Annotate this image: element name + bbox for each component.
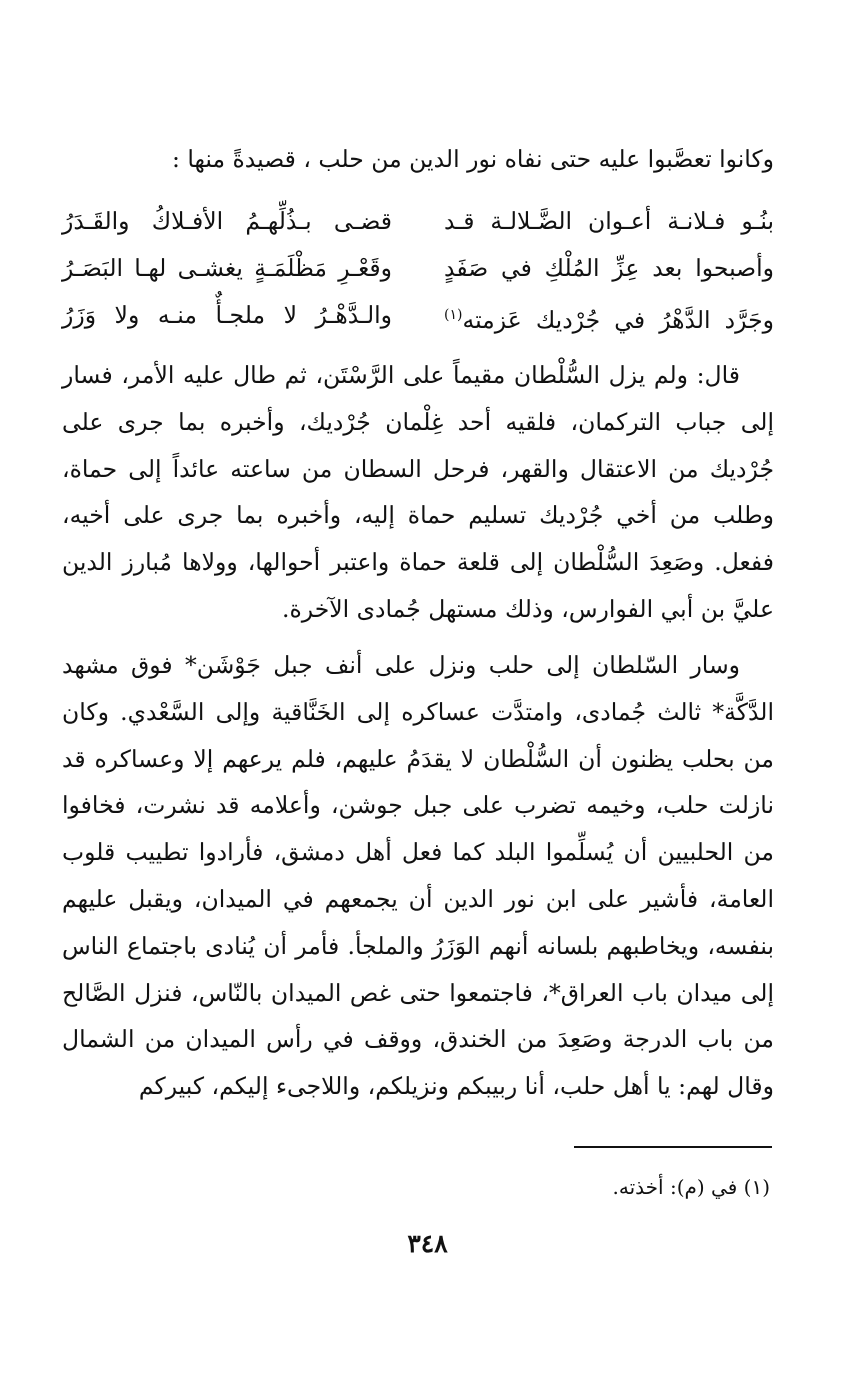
poem bbox=[62, 198, 774, 339]
first-hemistich: وأصبحوا بعد عِزِّ المُلْكِ في صَفَدٍ bbox=[444, 254, 774, 282]
intro-line: وكانوا تعصَّبوا عليه حتى نفاه نور الدين من حلب ، قصيدةً منها : bbox=[171, 145, 774, 173]
poem-verse bbox=[62, 245, 774, 292]
body-paragraph: وسار السّلطان إلى حلب ونزل على أنف جبل جَوْشَن* فوق مشهد الدَّكَّة* ثالث جُمادى، وامتدَّت عساكره إلى الخَنَّاقية وإلى السَّعْدي. وكان من بحلب يظنون أن السُّلْطان لا يقدَمُ عليهم، فلم يرعهم إلا وعساكره قد نازلت حلب، وخيمه تضرب على جبل جوشن، وأعلامه قد نشرت، فخافوا من الحلبيين أن يُسلِّموا البلد كما فعل أهل دمشق، فأرادوا تطييب قلوب العامة، فأشير على ابن نور الدين أن يجمعهم في الميدان، ويقبل عليهم بنفسه، ويخاطبهم بلسانه أنهم الوَزَرُ والملجأ. فأمر أن يُنادى باجتماع الناس إلى ميدان باب العراق*، فاجتمعوا حتى غص الميدان بالنّاس، فنزل الصَّالح من باب الدرجة وصَعِدَ من الخندق، ووقف في رأس الميدان من الشمال وقال لهم: يا أهل حلب، أنا ربيبكم ونزيلكم، واللاجىء إليكم، كبيركم bbox=[62, 651, 774, 1101]
page-number: ٣٤٨ bbox=[407, 1229, 448, 1258]
second-hemistich: والـدَّهْـرُ لا ملجـأٌ منـه ولا وَزَرُ bbox=[62, 301, 392, 329]
second-hemistich: قضـى بـذُلِّهـمُ الأفـلاكُ والقَـدَرُ bbox=[62, 207, 392, 235]
poem-verse bbox=[62, 292, 774, 339]
footnote-separator bbox=[574, 1146, 772, 1148]
first-hemistich: بنُـو فـلانـة أعـوان الضَّـلالـة قـد bbox=[444, 207, 774, 235]
footnote-marker: (١) bbox=[444, 307, 463, 323]
hemistich-text: وجَرَّد الدَّهْرُ في جُرْديك عَزمته bbox=[462, 305, 774, 334]
second-hemistich: وقَعْـرِ مَظْلَمَـةٍ يغشـى لهـا البَصَـرُ bbox=[62, 254, 392, 282]
first-hemistich bbox=[444, 292, 774, 339]
footnote: (١) في (م): أخذته. bbox=[612, 1175, 770, 1199]
body-paragraph: قال: ولم يزل السُّلْطان مقيماً على الرَّسْتَن، ثم طال عليه الأمر، فسار إلى جباب التركمان، فلقيه أحد غِلْمان جُرْديك، وأخبره بما جرى على جُرْديك من الاعتقال والقهر، فرحل السطان من ساعته عائداً إلى حماة، وطلب من أخي جُرْديك تسليم حماة إليه، وأخبره بما جرى على أخيه، ففعل. وصَعِدَ السُّلْطان إلى قلعة حماة واعتبر أحوالها، وولاها مُبارز الدين عليَّ بن أبي الفوارس، وذلك مستهل جُمادى الآخرة. bbox=[62, 361, 774, 623]
poem-verse bbox=[62, 198, 774, 245]
